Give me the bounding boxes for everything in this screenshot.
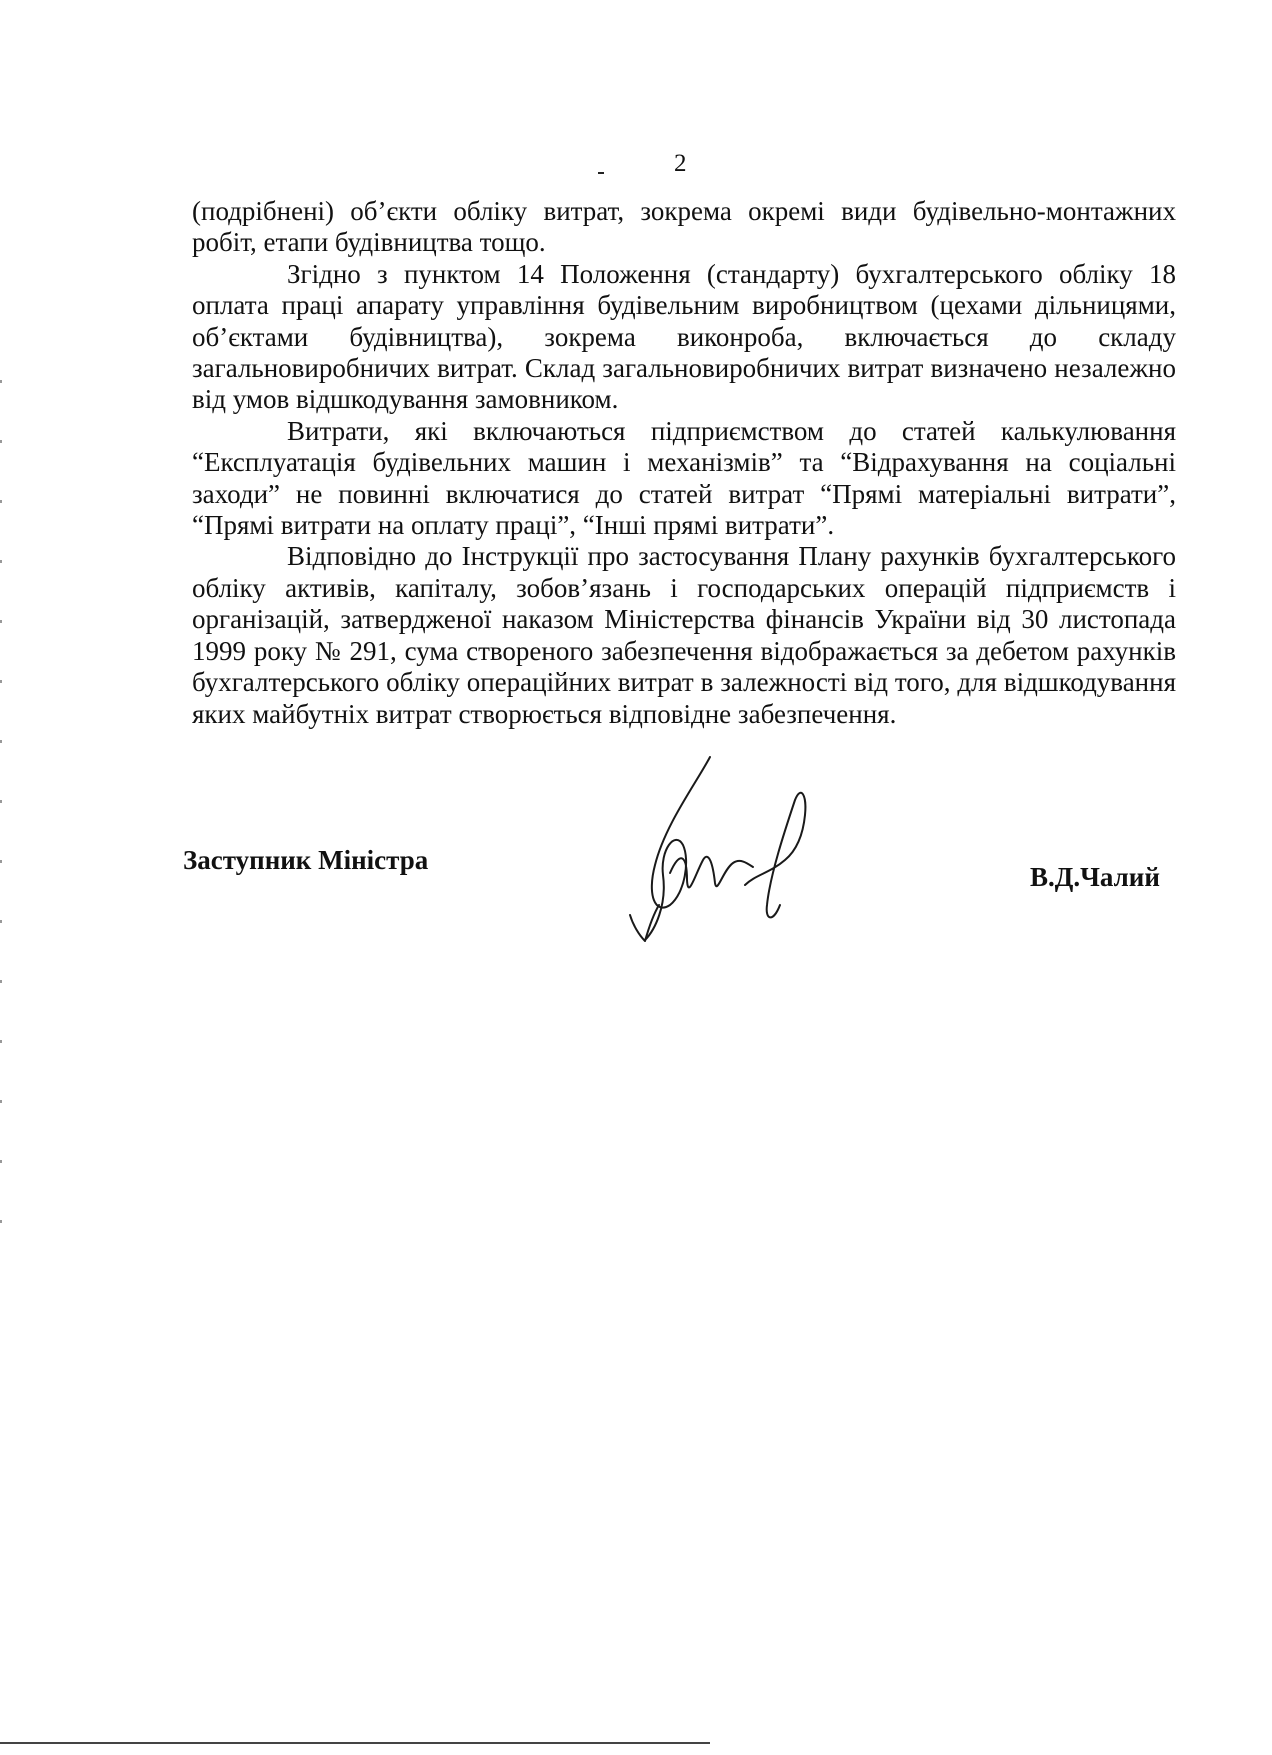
paragraph-cost-items: Витрати, які включаються підприємством до статей калькулювання “Експлуатація будівельних машин і механізмів” та “Відрахування на соціальні заходи” не повинні включатися до статей витрат “Прямі матеріальні витрати”, “Прямі витрати на оплату праці”, “Інші прямі витрати”. bbox=[192, 415, 1176, 541]
page-number: 2 bbox=[674, 150, 687, 177]
bottom-rule bbox=[0, 1742, 710, 1744]
letter-body bbox=[192, 196, 1176, 730]
signatory-name: В.Д.Чалий bbox=[1030, 862, 1160, 892]
paragraph-labor-costs: Згідно з пунктом 14 Положення (стандарту) бухгалтерського обліку 18 оплата праці апарату управління будівельним виробництвом (цехами дільницями, об’єктами будівництва), зокрема виконроба, включається до складу загальновиробничих витрат. Склад загальновиробничих витрат визначено незалежно від умов відшкодування замовником. bbox=[192, 258, 1176, 415]
handwritten-signature bbox=[625, 755, 835, 945]
paragraph-provision: Відповідно до Інструкції про застосування Плану рахунків бухгалтерського обліку активів, капіталу, зобов’язань і господарських операцій підприємств і організацій, затвердженої наказом Міністерства фінансів України від 30 листопада 1999 року № 291, сума створеного забезпечення відображається за дебетом рахунків бухгалтерського обліку операційних витрат в залежності від того, для відшкодування яких майбутніх витрат створюється відповідне забезпечення. bbox=[192, 541, 1176, 729]
paragraph-continuation: (подрібнені) об’єкти обліку витрат, зокрема окремі види будівельно-монтажних робіт, етапи будівництва тощо. bbox=[192, 196, 1176, 258]
signatory-title: Заступник Міністра bbox=[183, 845, 429, 875]
scan-dash-mark bbox=[598, 172, 604, 174]
scan-edge-marks bbox=[0, 380, 2, 1280]
